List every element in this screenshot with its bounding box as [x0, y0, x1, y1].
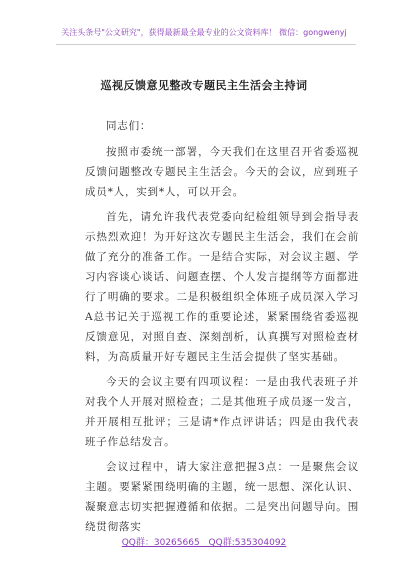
promo-banner: 关注头条号"公文研究"，获得最新最全最专业的公文资料库！ 微信：gongwenyj [61, 28, 347, 37]
footer-contacts[interactable]: QQ群：30265665 QQ群:535304092 [121, 538, 287, 548]
header-divider [56, 44, 356, 45]
paragraph: 会议过程中，请大家注意把握3点：一是聚焦会议主题。要紧紧围绕明确的主题，统一思想、深化认识、凝聚意志切实把握遵循和依据。二是突出问题导向。围绕贯彻落实 [85, 461, 359, 533]
paragraph: 按照市委统一部署，今天我们在这里召开省委巡视反馈问题整改专题民主生活会。今天的会议，应到班子成员*人，实到*人，可以开会。 [85, 146, 359, 198]
document-title: 巡视反馈意见整改专题民主生活会主持词 [100, 79, 308, 92]
paragraph: 首先，请允许我代表党委向纪检组领导到会指导表示热烈欢迎！为开好这次专题民主生活会，我们在会前做了充分的准备工作。一是结合实际，对会议主题、学习内容谈心谈话、问题查摆、个人发言提纲等方面都进行了明确的要求。二是积极组织全体班子成员深入学习A总书记关于巡视工作的重要论述，紧紧围绕省委巡视反馈意见，对照自查、深刻剖析，认真撰写对照检查材料，为高质量开好专题民主生活会提供了坚实基础。 [85, 211, 359, 363]
page-header [0, 0, 408, 52]
greeting: 同志们： [106, 120, 152, 132]
paragraph: 今天的会议主要有四项议程：一是由我代表班子并对我个人开展对照检查；二是其他班子成员逐一发言，并开展相互批评；三是请*作点评讲话；四是由我代表班子作总结发言。 [85, 376, 359, 448]
document-body [85, 116, 359, 537]
